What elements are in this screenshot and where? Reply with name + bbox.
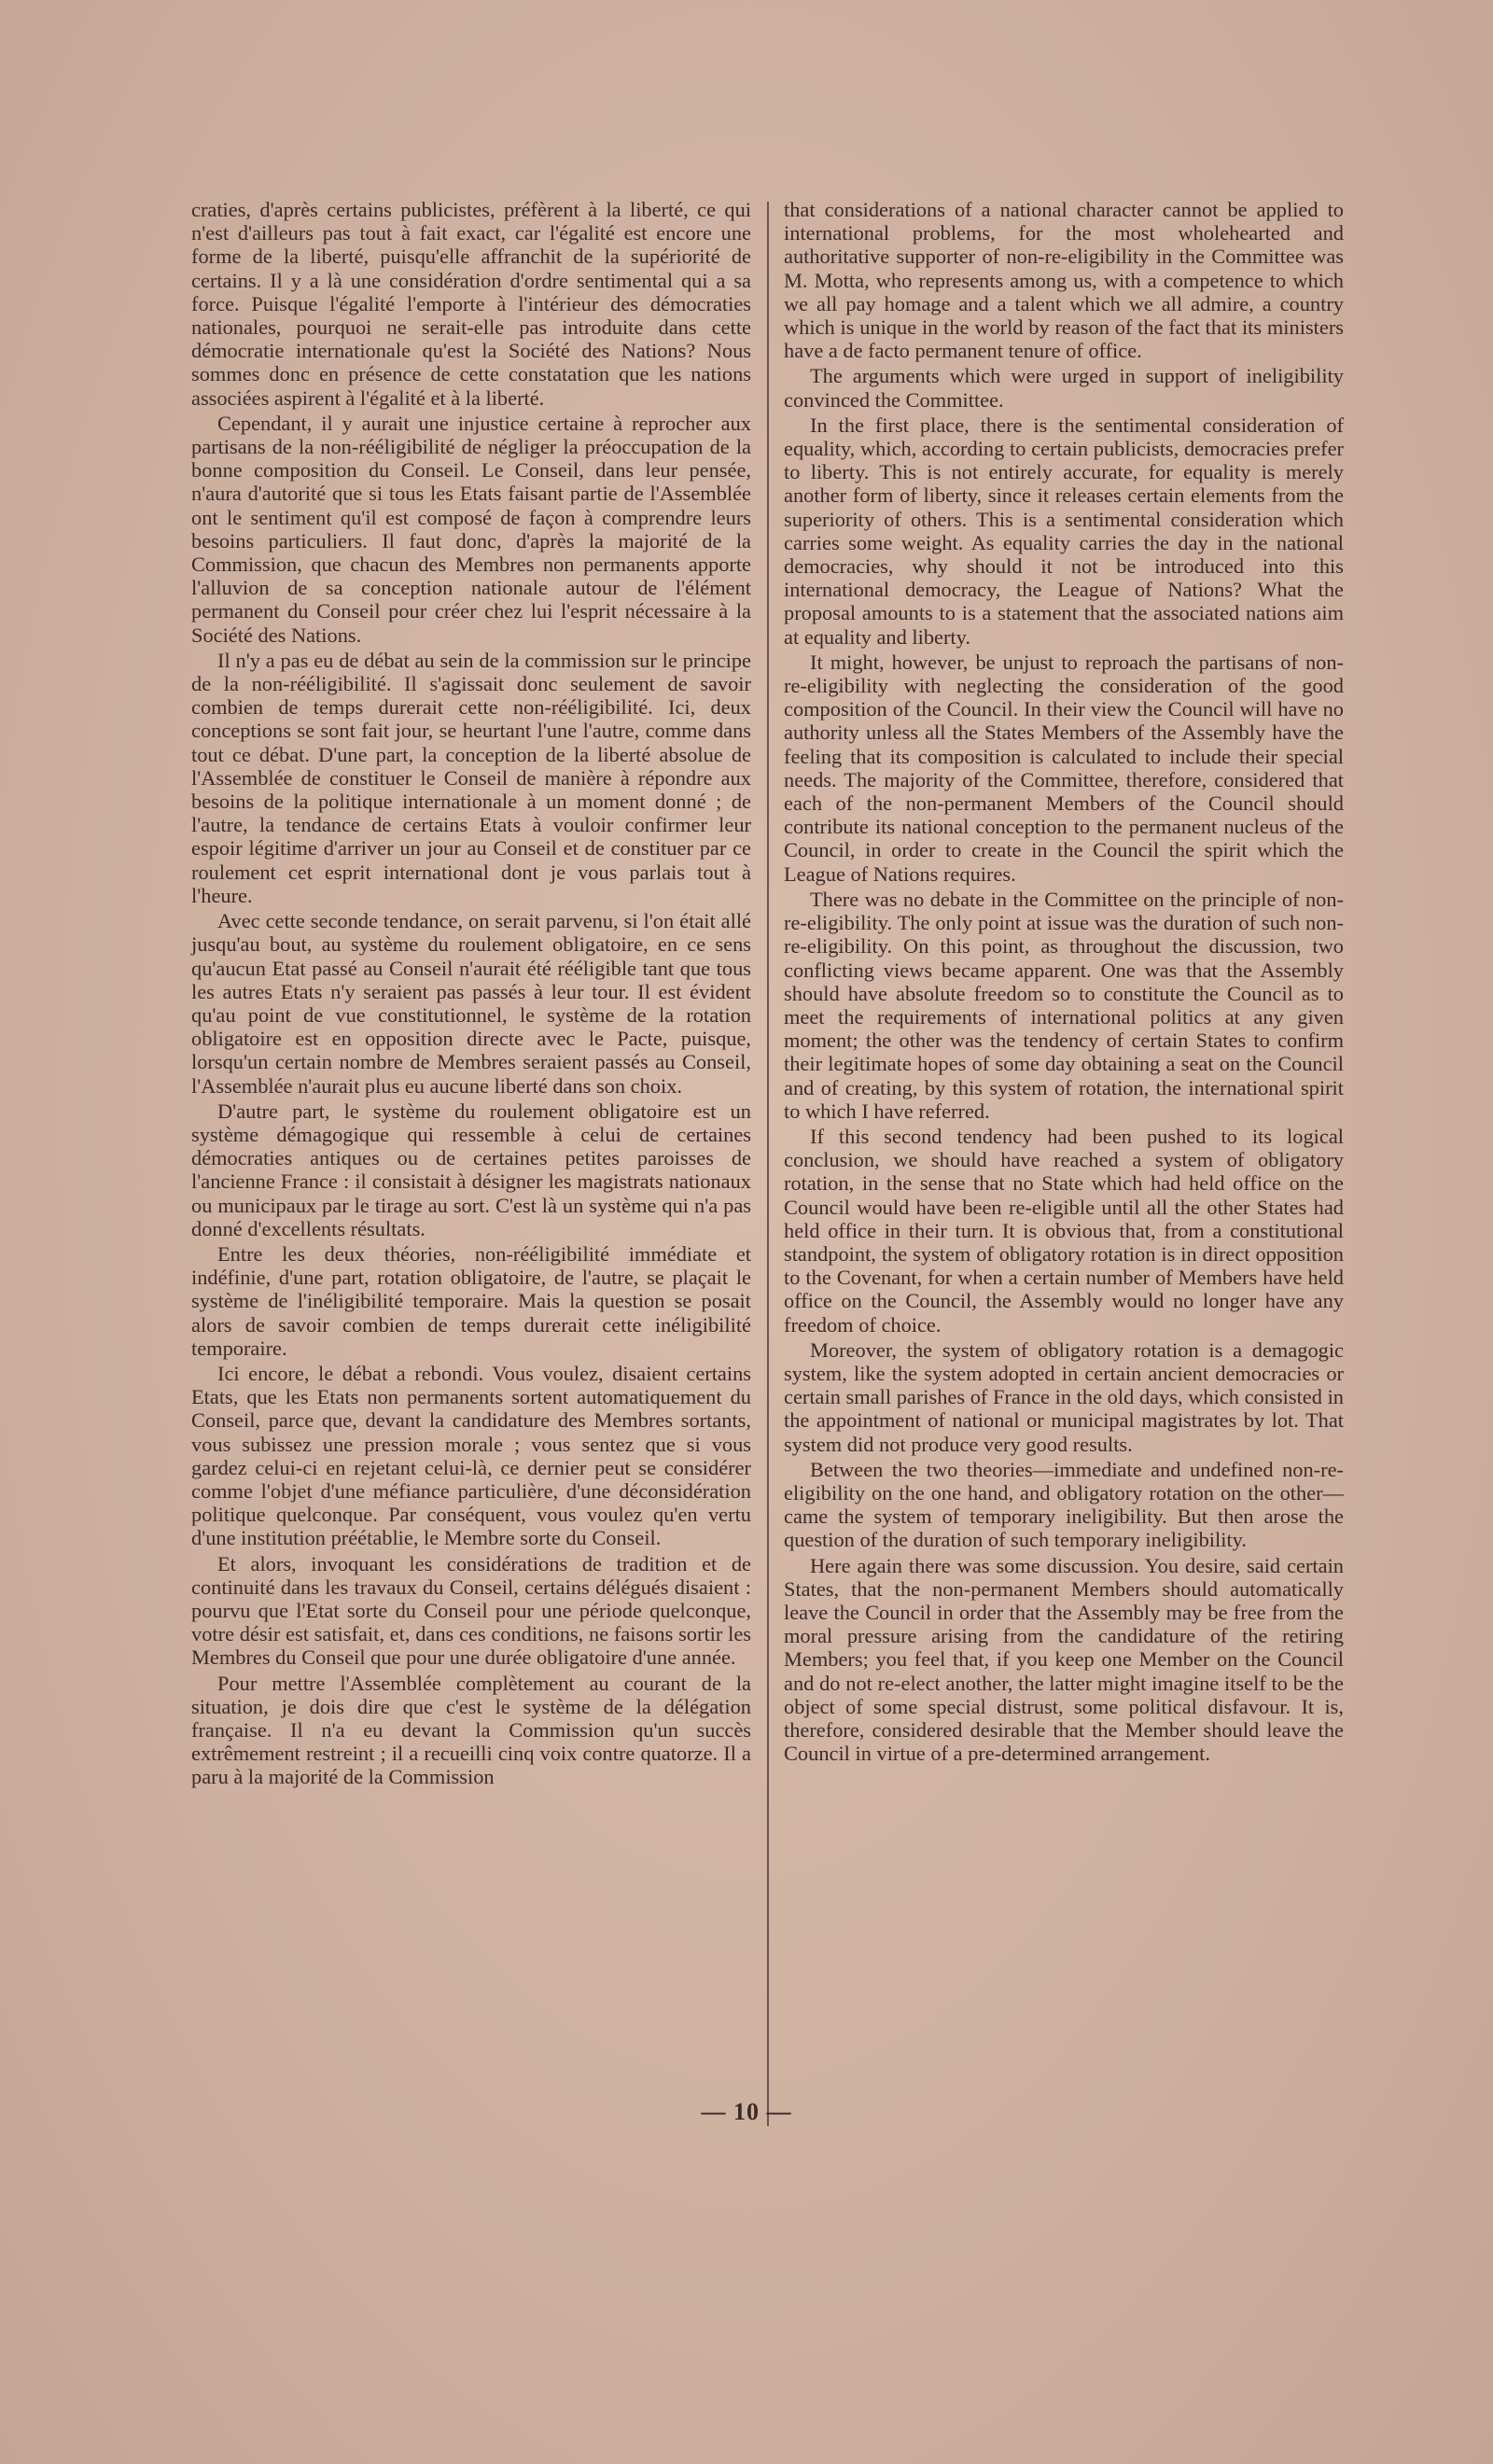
french-paragraph: craties, d'après certains publicistes, préfèrent à la liberté, ce qui n'est d'ailleurs pas tout à fait exact, car l'égalité est encore une forme de la liberté, puisqu'elle affranchit de la supériorité de certains. Il y a là une considération d'ordre sentimental qui a sa force. Puisque l'égalité l'emporte à l'intérieur des démocraties nationales, pourquoi ne serait-elle pas introduite dans cette démocratie internationale qu'est la Société des Nations? Nous sommes donc en présence de cette constatation que les nations associées aspirent à l'égalité et à la liberté. xyxy=(191,198,751,410)
french-paragraph: Avec cette seconde tendance, on serait parvenu, si l'on était allé jusqu'au bout, au système du roulement obligatoire, en ce sens qu'aucun Etat passé au Conseil n'aurait été rééligible tant que tous les autres Etats n'y seraient pas passés à leur tour. Il est évident qu'au point de vue constitutionnel, le système de la rotation obligatoire est en opposition directe avec le Pacte, puisque, lorsqu'un certain nombre de Membres seraient passés au Conseil, l'Assemblée n'aurait plus eu aucune liberté dans son choix. xyxy=(191,909,751,1098)
english-paragraph: Here again there was some discussion. You desire, said certain States, that the non-permanent Members should automatically leave the Council in order that the Assembly may be free from the moral pressure arising from the candidature of the retiring Members; you feel that, if you keep one Member on the Council and do not re-elect another, the latter might imagine itself to be the object of some special distrust, some political disfavour. It is, therefore, considered desirable that the Member should leave the Council in virtue of a pre-determined arrangement. xyxy=(784,1553,1344,1766)
french-paragraph: Pour mettre l'Assemblée complètement au courant de la situation, je dois dire que c'est le système de la délégation française. Il n'a eu devant la Commission qu'un succès extrêmement restreint ; il a recueilli cinq voix contre quatorze. Il a paru à la majorité de la Commission xyxy=(191,1671,751,1789)
english-column xyxy=(784,198,1344,1767)
french-paragraph: Ici encore, le débat a rebondi. Vous voulez, disaient certains Etats, que les Etats non permanents sortent automatiquement du Conseil, parce que, devant la candidature des Membres sortants, vous subissez une pression morale ; vous sentez que si vous gardez celui-ci en rejetant celui-là, ce dernier peut se considérer comme l'objet d'une méfiance particulière, d'une déconsidération politique quelconque. Par conséquent, vous voulez qu'en vertu d'une institution préétablie, le Membre sorte du Conseil. xyxy=(191,1361,751,1550)
french-paragraph: Il n'y a pas eu de débat au sein de la commission sur le principe de la non-rééligibilité. Il s'agissait donc seulement de savoir combien de temps durerait cette non-rééligibilité. Ici, deux conceptions se sont fait jour, se heurtant l'une l'autre, comme dans tout ce débat. D'une part, la conception de la liberté absolue de l'Assemblée de constituer le Conseil de manière à répondre aux besoins de la politique internationale à un moment donné ; de l'autre, la tendance de certains Etats à vouloir confirmer leur espoir légitime d'arriver un jour au Conseil et de constituer par ce roulement cet esprit international dont je vous parlais tout à l'heure. xyxy=(191,648,751,907)
french-paragraph: Cependant, il y aurait une injustice certaine à reprocher aux partisans de la non-rééligibilité de négliger la préoccupation de la bonne composition du Conseil. Le Conseil, dans leur pensée, n'aura d'autorité que si tous les Etats faisant partie de l'Assemblée ont le sentiment qu'il est composé de façon à comprendre leurs besoins particuliers. Il faut donc, d'après la majorité de la Commission, que chacun des Membres non permanents apporte l'alluvion de sa conception nationale autour de l'élément permanent du Conseil pour créer chez lui l'esprit nécessaire à la Société des Nations. xyxy=(191,411,751,647)
french-paragraph: Et alors, invoquant les considérations de tradition et de continuité dans les travaux du Conseil, certains délégués disaient : pourvu que l'Etat sorte du Conseil pour une période quelconque, votre désir est satisfait, et, dans ces conditions, ne faisons sortir les Membres du Conseil que pour une durée obligatoire d'une année. xyxy=(191,1551,751,1670)
english-paragraph: In the first place, there is the sentimental consideration of equality, which, according to certain publicists, democracies prefer to liberty. This is not entirely accurate, for equality is merely another form of liberty, since it releases certain elements from the superiority of others. This is a sentimental consideration which carries some weight. As equality carries the day in the national democracies, why should it not be introduced into this international democracy, the League of Nations? What the proposal amounts to is a statement that the associated nations aim at equality and liberty. xyxy=(784,413,1344,649)
french-paragraph: Entre les deux théories, non-rééligibilité immédiate et indéfinie, d'une part, rotation obligatoire, de l'autre, se plaçait le système de l'inéligibilité temporaire. Mais la question se posait alors de savoir combien de temps durerait cette inéligibilité temporaire. xyxy=(191,1241,751,1360)
french-paragraph: D'autre part, le système du roulement obligatoire est un système démagogique qui ressemble à celui de certaines démocraties antiques ou de certaines petites paroisses de l'ancienne France : il consistait à désigner les magistrats nationaux ou municipaux par le tirage au sort. C'est là un système qui n'a pas donné d'excellents résultats. xyxy=(191,1099,751,1240)
english-paragraph: Moreover, the system of obligatory rotation is a demagogic system, like the system adopted in certain ancient democracies or certain small parishes of France in the old days, which consisted in the appointment of national or municipal magistrates by lot. That system did not produce very good results. xyxy=(784,1337,1344,1456)
page-number: — 10 — xyxy=(701,2098,792,2125)
english-paragraph: If this second tendency had been pushed to its logical conclusion, we should have reached a system of obligatory rotation, in the sense that no State which had held office on the Council would have been re-eligible until all the other States had held office in their turn. It is obvious that, from a constitutional standpoint, the system of obligatory rotation is in direct opposition to the Covenant, for when a certain number of Members have held office on the Council, the Assembly would no longer have any freedom of choice. xyxy=(784,1124,1344,1337)
english-paragraph: There was no debate in the Committee on the principle of non-re-eligibility. The only point at issue was the duration of such non-re-eligibility. On this point, as throughout the discussion, two conflicting views became apparent. One was that the Assembly should have absolute freedom so to constitute the Council as to meet the requirements of international politics at any given moment; the other was the tendency of certain States to confirm their legitimate hopes of some day obtaining a seat on the Council and of creating, by this system of rotation, the international spirit to which I have referred. xyxy=(784,887,1344,1123)
column-divider xyxy=(767,202,769,2126)
english-paragraph: The arguments which were urged in support of ineligibility convinced the Committee. xyxy=(784,364,1344,412)
french-column xyxy=(191,198,751,1791)
english-paragraph: Between the two theories—immediate and undefined non-re-eligibility on the one hand, and obligatory rotation on the other—came the system of temporary ineligibility. But then arose the question of the duration of such temporary ineligibility. xyxy=(784,1457,1344,1552)
english-paragraph: It might, however, be unjust to reproach the partisans of non-re-eligibility with neglecting the consideration of the good composition of the Council. In their view the Council will have no authority unless all the States Members of the Assembly have the feeling that its composition is calculated to include their special needs. The majority of the Committee, therefore, considered that each of the non-permanent Members of the Council should contribute its national conception to the permanent nucleus of the Council, in order to create in the Council the spirit which the League of Nations requires. xyxy=(784,650,1344,886)
english-paragraph: that considerations of a national character cannot be applied to international problems, for the most wholehearted and authoritative supporter of non-re-eligibility in the Committee was M. Motta, who represents among us, with a competence to which we all pay homage and a talent which we all admire, a country which is unique in the world by reason of the fact that its ministers have a de facto permanent tenure of office. xyxy=(784,198,1344,363)
